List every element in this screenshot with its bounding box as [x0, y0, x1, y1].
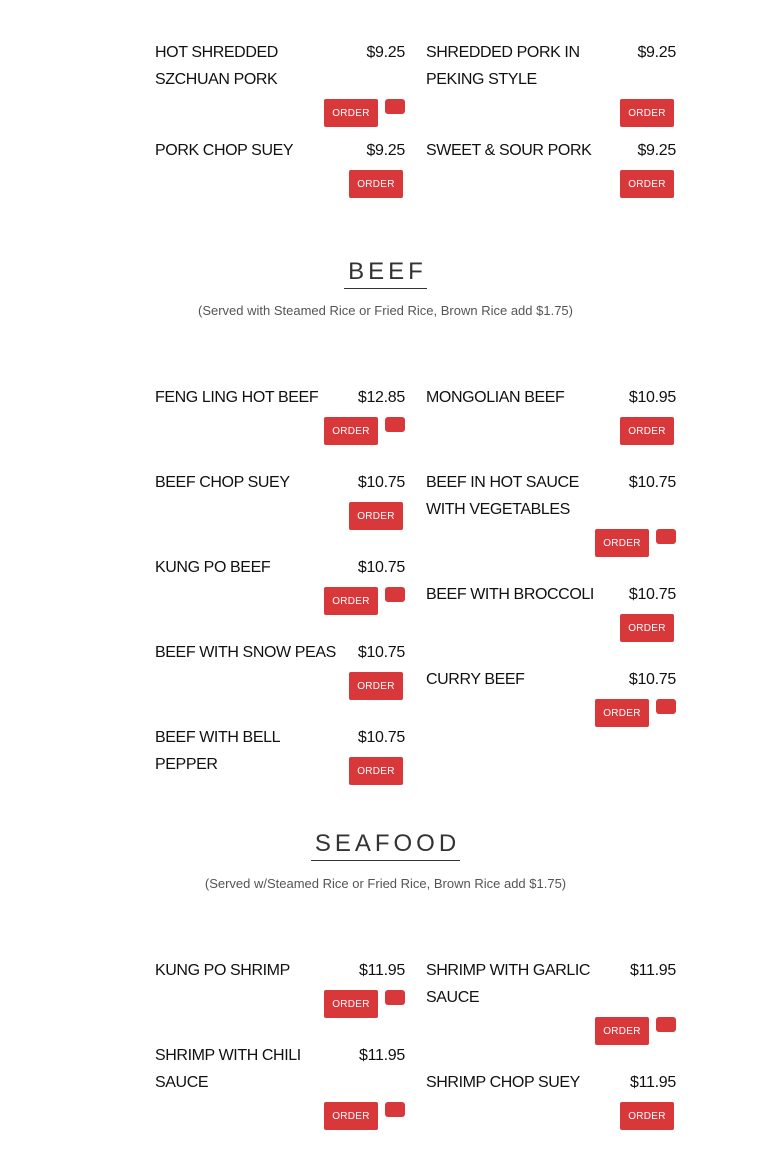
- item-price: $10.75: [628, 586, 676, 603]
- add-extra-button[interactable]: [385, 587, 405, 602]
- add-extra-button[interactable]: [656, 529, 676, 544]
- menu-item: [155, 957, 405, 1042]
- order-button[interactable]: ORDER: [595, 1017, 649, 1045]
- item-name: FENG LING HOT BEEF: [155, 389, 319, 406]
- menu-item: [155, 724, 405, 809]
- item-price: $9.25: [637, 44, 676, 61]
- item-name: CURRY BEEF: [426, 671, 525, 688]
- item-name: SHRIMP WITH CHILI SAUCE: [155, 1047, 301, 1091]
- item-price: $10.75: [357, 559, 405, 576]
- order-button[interactable]: ORDER: [620, 1102, 674, 1130]
- item-name: PORK CHOP SUEY: [155, 142, 294, 159]
- order-button[interactable]: ORDER: [595, 699, 649, 727]
- item-price: $12.85: [357, 389, 405, 406]
- menu-item: [426, 957, 676, 1069]
- item-name: HOT SHREDDED SZCHUAN PORK: [155, 44, 278, 88]
- item-price: $9.25: [366, 44, 405, 61]
- item-price: $10.75: [628, 671, 676, 688]
- menu-item: [426, 1069, 676, 1154]
- item-price: $11.95: [359, 962, 405, 979]
- menu-item: [426, 581, 676, 666]
- beef-title-text: BEEF: [344, 258, 427, 289]
- item-price: $10.75: [628, 474, 676, 491]
- menu-item: [426, 666, 676, 751]
- add-extra-button[interactable]: [656, 1017, 676, 1032]
- seafood-title-text: SEAFOOD: [311, 830, 460, 861]
- item-price: $10.75: [357, 729, 405, 746]
- item-price: $11.95: [630, 962, 676, 979]
- item-name: SHREDDED PORK IN PEKING STYLE: [426, 44, 580, 88]
- order-button[interactable]: ORDER: [349, 757, 403, 785]
- item-price: $11.95: [359, 1047, 405, 1064]
- order-button[interactable]: ORDER: [620, 614, 674, 642]
- item-name: MONGOLIAN BEEF: [426, 389, 565, 406]
- order-button[interactable]: ORDER: [324, 587, 378, 615]
- order-button[interactable]: ORDER: [595, 529, 649, 557]
- item-name: SHRIMP WITH GARLIC SAUCE: [426, 962, 591, 1006]
- item-name: BEEF WITH BROCCOLI: [426, 586, 594, 603]
- item-name: SHRIMP CHOP SUEY: [426, 1074, 580, 1091]
- order-button[interactable]: ORDER: [620, 417, 674, 445]
- add-extra-button[interactable]: [656, 699, 676, 714]
- order-button[interactable]: ORDER: [349, 502, 403, 530]
- item-price: $11.95: [630, 1074, 676, 1091]
- item-name: BEEF WITH BELL PEPPER: [155, 729, 280, 773]
- add-extra-button[interactable]: [385, 99, 405, 114]
- order-button[interactable]: ORDER: [324, 1102, 378, 1130]
- add-extra-button[interactable]: [385, 1102, 405, 1117]
- beef-serving-note: (Served with Steamed Rice or Fried Rice, Brown Rice add $1.75): [198, 303, 573, 318]
- order-button[interactable]: ORDER: [620, 99, 674, 127]
- item-name: BEEF CHOP SUEY: [155, 474, 290, 491]
- menu-item: [155, 469, 405, 554]
- order-button[interactable]: ORDER: [324, 990, 378, 1018]
- section-title-beef: [0, 258, 771, 289]
- menu-item: [155, 1042, 405, 1154]
- menu-item: [426, 469, 676, 581]
- menu-item: [426, 39, 676, 137]
- item-name: BEEF WITH SNOW PEAS: [155, 644, 336, 661]
- add-extra-button[interactable]: [385, 417, 405, 432]
- menu-item: [155, 137, 405, 222]
- item-price: $10.75: [357, 644, 405, 661]
- menu-item: [155, 384, 405, 469]
- seafood-serving-note: (Served w/Steamed Rice or Fried Rice, Brown Rice add $1.75): [204, 876, 567, 891]
- menu-item: [426, 137, 676, 222]
- item-price: $10.95: [628, 389, 676, 406]
- item-price: $10.75: [357, 474, 405, 491]
- item-name: SWEET & SOUR PORK: [426, 142, 592, 159]
- item-price: $9.25: [366, 142, 405, 159]
- order-button[interactable]: ORDER: [324, 417, 378, 445]
- item-name: BEEF IN HOT SAUCE WITH VEGETABLES: [426, 474, 579, 518]
- order-button[interactable]: ORDER: [349, 672, 403, 700]
- section-title-seafood: [0, 830, 771, 861]
- menu-item: [155, 39, 405, 137]
- menu-item: [426, 384, 676, 469]
- order-button[interactable]: ORDER: [620, 170, 674, 198]
- item-name: KUNG PO SHRIMP: [155, 962, 290, 979]
- menu-item: [155, 639, 405, 724]
- order-button[interactable]: ORDER: [349, 170, 403, 198]
- add-extra-button[interactable]: [385, 990, 405, 1005]
- menu-item: [155, 554, 405, 639]
- item-price: $9.25: [637, 142, 676, 159]
- order-button[interactable]: ORDER: [324, 99, 378, 127]
- item-name: KUNG PO BEEF: [155, 559, 271, 576]
